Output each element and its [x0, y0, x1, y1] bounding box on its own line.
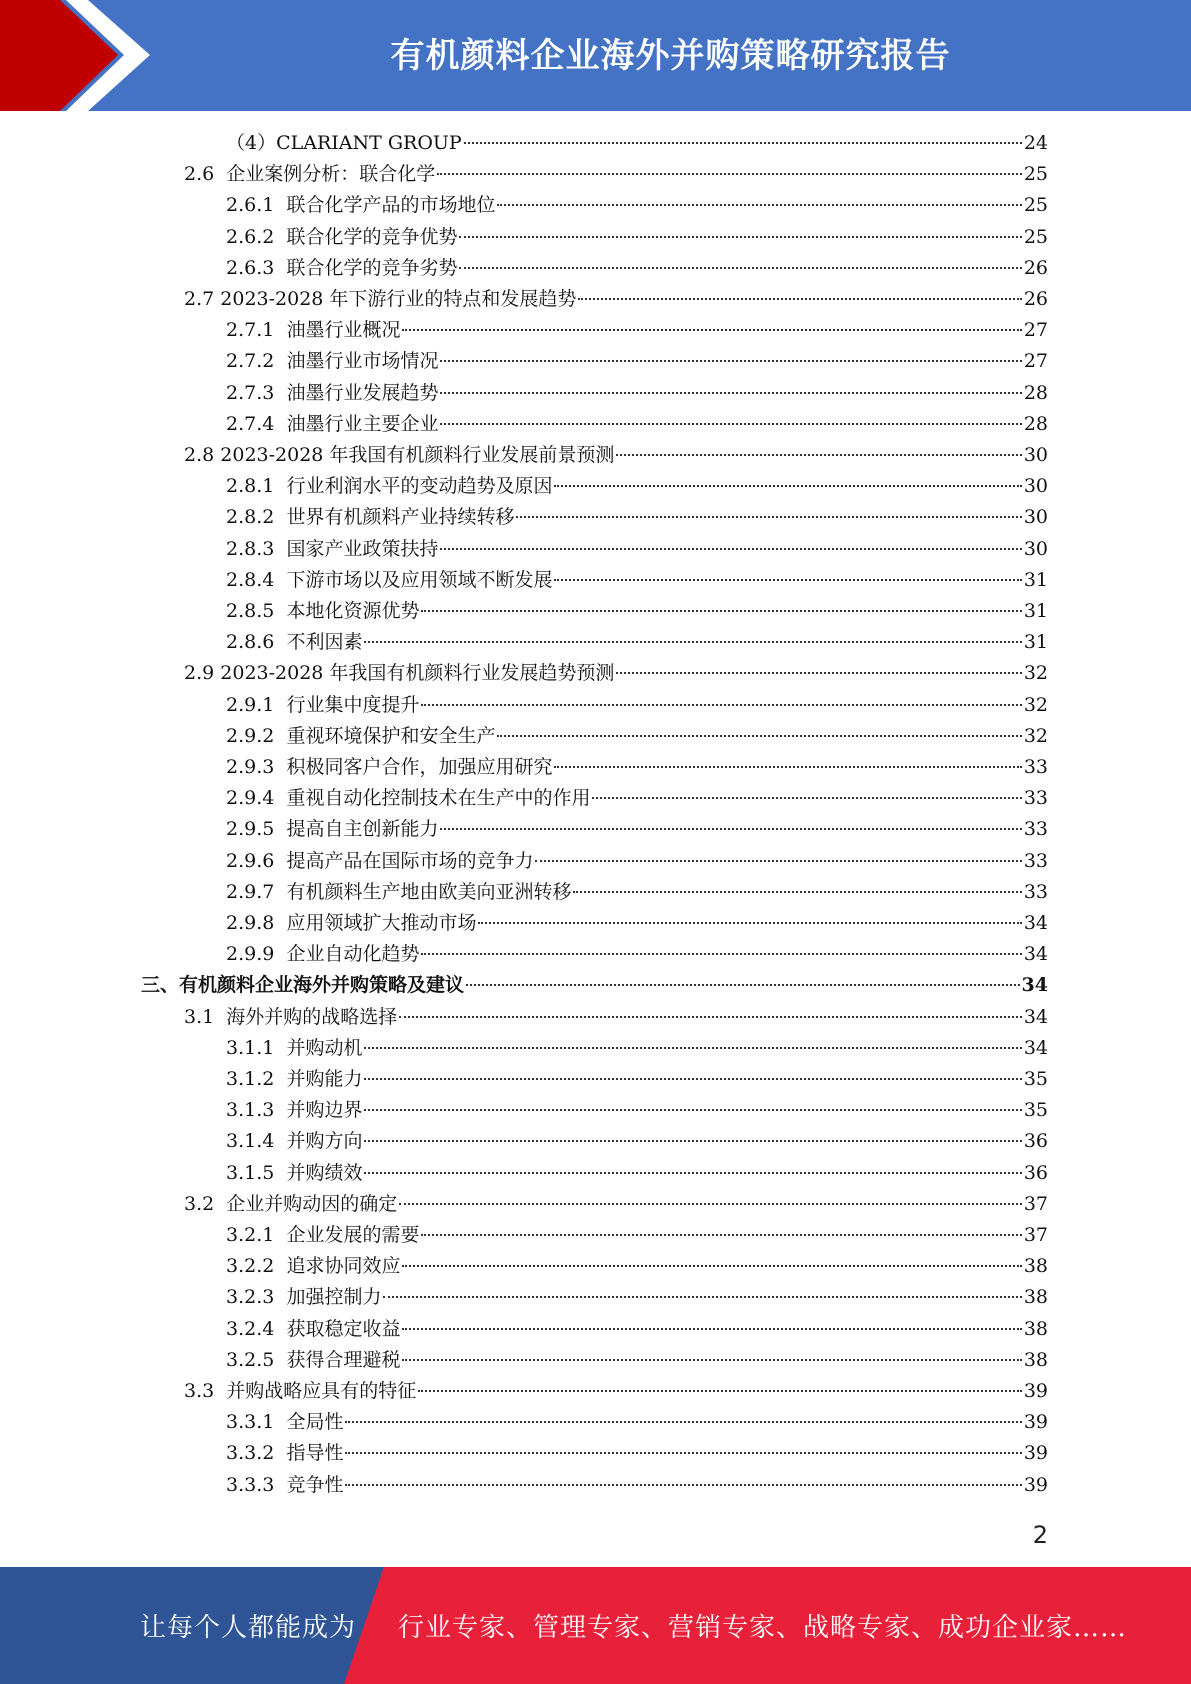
toc-entry-page: 35 — [1023, 1068, 1048, 1090]
toc-entry-page: 28 — [1023, 412, 1048, 435]
toc-entry-number: 2.6.1 — [226, 194, 287, 217]
toc-entry-page: 37 — [1023, 1224, 1048, 1246]
toc-entry-number: 3.1.4 — [226, 1130, 287, 1153]
toc-entry-title: 行业集中度提升 — [286, 693, 420, 716]
toc-dot-leader — [364, 1140, 1021, 1142]
toc-entry-title: 提高自主创新能力 — [286, 818, 439, 841]
toc-entry[interactable] — [184, 159, 1048, 190]
footer-slogan-left: 让每个人都能成为 — [140, 1613, 357, 1643]
toc-entry-title: 并购战略应具有的特征 — [226, 1380, 417, 1402]
toc-entry-page: 38 — [1023, 1317, 1048, 1340]
toc-dot-leader — [440, 548, 1021, 550]
toc-entry-title: 指导性 — [286, 1442, 344, 1465]
toc-dot-leader — [616, 454, 1021, 456]
toc-entry-page: 30 — [1023, 537, 1048, 560]
toc-entry[interactable] — [141, 970, 1048, 1001]
toc-entry[interactable] — [226, 534, 1048, 565]
toc-entry-page: 36 — [1023, 1161, 1048, 1184]
toc-entry-page: 34 — [1023, 1036, 1048, 1059]
toc-entry[interactable] — [226, 814, 1048, 845]
toc-dot-leader — [440, 828, 1021, 830]
toc-entry-number: 2.9.3 — [226, 756, 287, 778]
toc-entry-page: 38 — [1023, 1348, 1048, 1371]
toc-entry-number: 2.9.5 — [226, 818, 287, 841]
toc-entry[interactable] — [226, 315, 1048, 346]
toc-dot-leader — [402, 1265, 1021, 1267]
toc-entry-page: 37 — [1023, 1192, 1048, 1215]
toc-dot-leader — [364, 641, 1021, 643]
toc-entry[interactable] — [226, 502, 1048, 533]
toc-entry-title: 获得合理避税 — [286, 1348, 401, 1371]
toc-entry-title: 行业利润水平的变动趋势及原因 — [286, 475, 553, 498]
toc-entry-page: 35 — [1023, 1099, 1048, 1122]
toc-dot-leader — [497, 735, 1021, 737]
toc-dot-leader — [345, 1421, 1021, 1423]
toc-entry-page: 31 — [1023, 631, 1048, 654]
toc-entry-number: 3.1.2 — [226, 1068, 287, 1090]
toc-entry[interactable] — [226, 690, 1048, 721]
toc-entry-number: 2.7 — [184, 288, 221, 310]
toc-entry-number: 2.9.2 — [226, 724, 287, 747]
toc-entry-number: 3.2.4 — [226, 1317, 287, 1340]
toc-entry[interactable] — [226, 627, 1048, 658]
toc-entry[interactable] — [184, 658, 1048, 689]
toc-dot-leader — [440, 392, 1021, 394]
toc-entry-number: 2.8.1 — [226, 475, 287, 498]
toc-entry[interactable] — [184, 1002, 1048, 1033]
toc-dot-leader — [616, 672, 1021, 674]
toc-entry[interactable] — [226, 1438, 1048, 1469]
chevron-decoration-icon — [0, 0, 160, 111]
toc-entry-number: 3.2.2 — [226, 1255, 287, 1278]
toc-entry-title: 2023-2028 年我国有机颜料行业发展前景预测 — [220, 444, 615, 466]
page-header — [0, 0, 1191, 111]
toc-entry-number: 2.7.4 — [226, 412, 287, 435]
page-footer — [0, 1567, 1191, 1684]
toc-entry-number: 3.2.3 — [226, 1286, 287, 1309]
toc-entry-page: 38 — [1023, 1255, 1048, 1278]
toc-dot-leader — [437, 173, 1022, 175]
toc-dot-leader — [459, 267, 1021, 269]
toc-dot-leader — [402, 329, 1021, 331]
toc-entry-page: 39 — [1023, 1442, 1048, 1465]
toc-dot-leader — [554, 485, 1021, 487]
toc-entry-number: 2.8.6 — [226, 631, 287, 654]
toc-entry-title: 有机颜料生产地由欧美向亚洲转移 — [286, 880, 572, 903]
toc-entry[interactable] — [226, 1470, 1048, 1501]
toc-entry-title: CLARIANT GROUP — [276, 132, 462, 154]
toc-entry-number: 2.6.2 — [226, 225, 287, 248]
toc-entry-number: 2.9.7 — [226, 880, 287, 903]
toc-entry-page: 34 — [1023, 912, 1048, 934]
toc-entry[interactable] — [226, 721, 1048, 752]
toc-dot-leader — [345, 1484, 1021, 1486]
toc-entry[interactable] — [226, 1095, 1048, 1126]
toc-dot-leader — [364, 1172, 1021, 1174]
toc-entry-title: 并购能力 — [286, 1068, 363, 1090]
toc-entry-page: 36 — [1023, 1130, 1048, 1153]
toc-entry-number: 2.6.3 — [226, 256, 287, 279]
toc-dot-leader — [421, 1234, 1021, 1236]
toc-entry-title: 企业案例分析：联合化学 — [226, 163, 436, 186]
toc-dot-leader — [554, 579, 1021, 581]
toc-entry-title: 联合化学的竞争劣势 — [286, 256, 458, 279]
toc-entry-number: 3.2.5 — [226, 1348, 287, 1371]
toc-entry-title: 重视环境保护和安全生产 — [286, 724, 496, 747]
toc-entry[interactable] — [226, 378, 1048, 409]
toc-entry[interactable] — [226, 877, 1048, 908]
toc-entry-title: 并购动机 — [286, 1036, 363, 1059]
toc-entry-page: 33 — [1023, 756, 1048, 778]
toc-entry-page: 32 — [1023, 693, 1048, 716]
toc-dot-leader — [466, 984, 1020, 986]
toc-entry-page: 26 — [1023, 256, 1048, 279]
toc-entry[interactable] — [226, 846, 1048, 877]
toc-entry-title: 2023-2028 年我国有机颜料行业发展趋势预测 — [220, 662, 615, 685]
toc-entry-page: 25 — [1023, 225, 1048, 248]
toc-entry[interactable] — [184, 440, 1048, 471]
toc-entry[interactable] — [226, 1158, 1048, 1189]
toc-entry-title: 追求协同效应 — [286, 1255, 401, 1278]
toc-entry-page: 24 — [1023, 132, 1048, 154]
toc-dot-leader — [364, 1109, 1021, 1111]
toc-entry-page: 33 — [1023, 818, 1048, 841]
toc-entry-number: 2.7.3 — [226, 381, 287, 404]
toc-entry-number: 3.1 — [184, 1005, 227, 1028]
page-number: 2 — [1032, 1521, 1048, 1549]
toc-entry-title: 国家产业政策扶持 — [286, 537, 439, 560]
toc-entry-title: 联合化学产品的市场地位 — [286, 194, 496, 217]
toc-dot-leader — [402, 1359, 1021, 1361]
toc-entry[interactable] — [226, 596, 1048, 627]
toc-entry-number: 2.9.9 — [226, 943, 287, 966]
toc-dot-leader — [535, 860, 1021, 862]
toc-entry-number: 3.2.1 — [226, 1224, 287, 1246]
toc-entry[interactable] — [226, 1064, 1048, 1095]
toc-entry-page: 33 — [1023, 880, 1048, 903]
toc-dot-leader — [464, 142, 1022, 144]
toc-entry[interactable] — [226, 752, 1048, 783]
toc-entry-number: （4） — [226, 132, 277, 154]
toc-entry-page: 39 — [1023, 1473, 1048, 1496]
toc-entry-title: 积极同客户合作，加强应用研究 — [286, 756, 553, 778]
toc-entry-page: 34 — [1023, 1005, 1048, 1028]
toc-dot-leader — [516, 516, 1021, 518]
toc-dot-leader — [421, 704, 1021, 706]
toc-entry-title: 并购方向 — [286, 1130, 363, 1153]
toc-dot-leader — [578, 298, 1021, 300]
toc-entry-title: 油墨行业主要企业 — [286, 412, 439, 435]
toc-entry-title: 不利因素 — [286, 631, 363, 654]
toc-entry[interactable] — [226, 1126, 1048, 1157]
toc-entry-number: 2.6 — [184, 163, 227, 186]
toc-entry[interactable] — [184, 1376, 1048, 1407]
toc-entry-number: 2.9.4 — [226, 787, 287, 810]
toc-dot-leader — [478, 922, 1021, 924]
toc-entry-page: 30 — [1023, 506, 1048, 529]
toc-entry[interactable] — [226, 1033, 1048, 1064]
toc-entry-page: 38 — [1023, 1286, 1048, 1309]
toc-entry-number: 2.8.2 — [226, 506, 287, 529]
toc-entry-page: 30 — [1023, 475, 1048, 498]
toc-entry-page: 28 — [1023, 381, 1048, 404]
toc-entry-title: 有机颜料企业海外并购策略及建议 — [179, 974, 465, 997]
toc-entry-page: 27 — [1023, 350, 1048, 373]
toc-entry-page: 32 — [1023, 724, 1048, 747]
toc-entry-page: 26 — [1023, 288, 1048, 310]
toc-entry-number: 2.8.3 — [226, 537, 287, 560]
toc-entry-number: 2.7.2 — [226, 350, 287, 373]
toc-entry-page: 25 — [1023, 194, 1048, 217]
toc-dot-leader — [440, 423, 1021, 425]
toc-entry-title: 重视自动化控制技术在生产中的作用 — [286, 787, 591, 810]
toc-dot-leader — [573, 891, 1021, 893]
toc-entry-number: 3.3 — [184, 1380, 227, 1402]
toc-entry-title: 竞争性 — [286, 1473, 344, 1496]
toc-entry[interactable] — [226, 783, 1048, 814]
toc-entry-number: 2.9.6 — [226, 849, 287, 872]
toc-dot-leader — [399, 1016, 1022, 1018]
toc-entry[interactable] — [226, 1251, 1048, 1282]
toc-dot-leader — [497, 204, 1021, 206]
toc-entry-page: 39 — [1023, 1380, 1048, 1402]
toc-entry-number: 2.9.1 — [226, 693, 287, 716]
toc-entry[interactable] — [226, 471, 1048, 502]
toc-entry-page: 25 — [1023, 163, 1048, 186]
toc-entry-title: 油墨行业发展趋势 — [286, 381, 439, 404]
toc-entry-page: 34 — [1023, 943, 1048, 966]
toc-entry[interactable] — [226, 190, 1048, 221]
toc-entry[interactable] — [226, 1345, 1048, 1376]
toc-entry[interactable] — [226, 1220, 1048, 1251]
toc-dot-leader — [345, 1452, 1021, 1454]
toc-entry-title: 加强控制力 — [286, 1286, 382, 1309]
toc-dot-leader — [459, 236, 1021, 238]
toc-entry-number: 3.1.1 — [226, 1036, 287, 1059]
toc-entry-number: 三、 — [141, 974, 180, 997]
toc-entry[interactable] — [184, 284, 1048, 315]
toc-entry-page: 34 — [1021, 974, 1048, 997]
toc-entry-title: 获取稳定收益 — [286, 1317, 401, 1340]
toc-entry-title: 并购边界 — [286, 1099, 363, 1122]
toc-entry-number: 2.8.5 — [226, 600, 287, 622]
footer-slogan-right: 行业专家、管理专家、营销专家、战略专家、成功企业家…… — [398, 1613, 1128, 1643]
toc-entry-title: 联合化学的竞争优势 — [286, 225, 458, 248]
toc-entry[interactable] — [226, 908, 1048, 939]
toc-entry-page: 33 — [1023, 849, 1048, 872]
toc-dot-leader — [364, 1047, 1021, 1049]
toc-entry-title: 企业自动化趋势 — [286, 943, 420, 966]
toc-entry[interactable] — [226, 222, 1048, 253]
toc-entry-title: 提高产品在国际市场的竞争力 — [286, 849, 534, 872]
toc-dot-leader — [421, 610, 1021, 612]
toc-entry-number: 2.7.1 — [226, 319, 287, 342]
toc-entry[interactable] — [226, 253, 1048, 284]
toc-entry-number: 3.3.1 — [226, 1411, 287, 1434]
toc-dot-leader — [399, 1203, 1022, 1205]
toc-entry[interactable] — [226, 565, 1048, 596]
toc-entry-title: 本地化资源优势 — [286, 600, 420, 622]
report-title: 有机颜料企业海外并购策略研究报告 — [390, 36, 951, 76]
toc-entry-title: 全局性 — [286, 1411, 344, 1434]
toc-dot-leader — [592, 797, 1021, 799]
toc-entry-number: 2.8 — [184, 444, 221, 466]
toc-entry-number: 3.3.2 — [226, 1442, 287, 1465]
toc-entry-page: 33 — [1023, 787, 1048, 810]
toc-entry-number: 3.2 — [184, 1192, 227, 1215]
toc-dot-leader — [421, 953, 1021, 955]
toc-dot-leader — [418, 1390, 1022, 1392]
toc-entry-number: 2.8.4 — [226, 568, 287, 591]
toc-dot-leader — [440, 360, 1021, 362]
toc-entry-number: 3.1.3 — [226, 1099, 287, 1122]
toc-entry[interactable] — [226, 939, 1048, 970]
toc-entry-title: 世界有机颜料产业持续转移 — [286, 506, 515, 529]
toc-entry[interactable] — [226, 1282, 1048, 1313]
toc-dot-leader — [383, 1296, 1021, 1298]
toc-entry-title: 应用领域扩大推动市场 — [286, 912, 477, 934]
toc-entry[interactable] — [226, 128, 1048, 159]
toc-entry-title: 下游市场以及应用领域不断发展 — [286, 568, 553, 591]
toc-entry-page: 31 — [1023, 568, 1048, 591]
toc-entry-number: 2.9 — [184, 662, 221, 685]
toc-entry[interactable] — [184, 1189, 1048, 1220]
toc-entry-number: 2.9.8 — [226, 912, 287, 934]
toc-entry[interactable] — [226, 1314, 1048, 1345]
toc-entry-title: 海外并购的战略选择 — [226, 1005, 398, 1028]
toc-entry-page: 39 — [1023, 1411, 1048, 1434]
toc-dot-leader — [554, 766, 1021, 768]
toc-entry-title: 2023-2028 年下游行业的特点和发展趋势 — [220, 288, 577, 310]
toc-entry-title: 企业并购动因的确定 — [226, 1192, 398, 1215]
toc-entry-title: 油墨行业市场情况 — [286, 350, 439, 373]
toc-dot-leader — [402, 1328, 1021, 1330]
toc-entry-title: 企业发展的需要 — [286, 1224, 420, 1246]
toc-entry-title: 并购绩效 — [286, 1161, 363, 1184]
toc-entry[interactable] — [226, 1407, 1048, 1438]
toc-entry-page: 27 — [1023, 319, 1048, 342]
toc-entry-number: 3.1.5 — [226, 1161, 287, 1184]
toc-entry-number: 3.3.3 — [226, 1473, 287, 1496]
toc-dot-leader — [364, 1078, 1021, 1080]
toc-entry[interactable] — [226, 346, 1048, 377]
toc-entry-page: 30 — [1023, 444, 1048, 466]
toc-entry-page: 31 — [1023, 600, 1048, 622]
toc-entry-page: 32 — [1023, 662, 1048, 685]
toc-entry[interactable] — [226, 409, 1048, 440]
toc-entry-title: 油墨行业概况 — [286, 319, 401, 342]
